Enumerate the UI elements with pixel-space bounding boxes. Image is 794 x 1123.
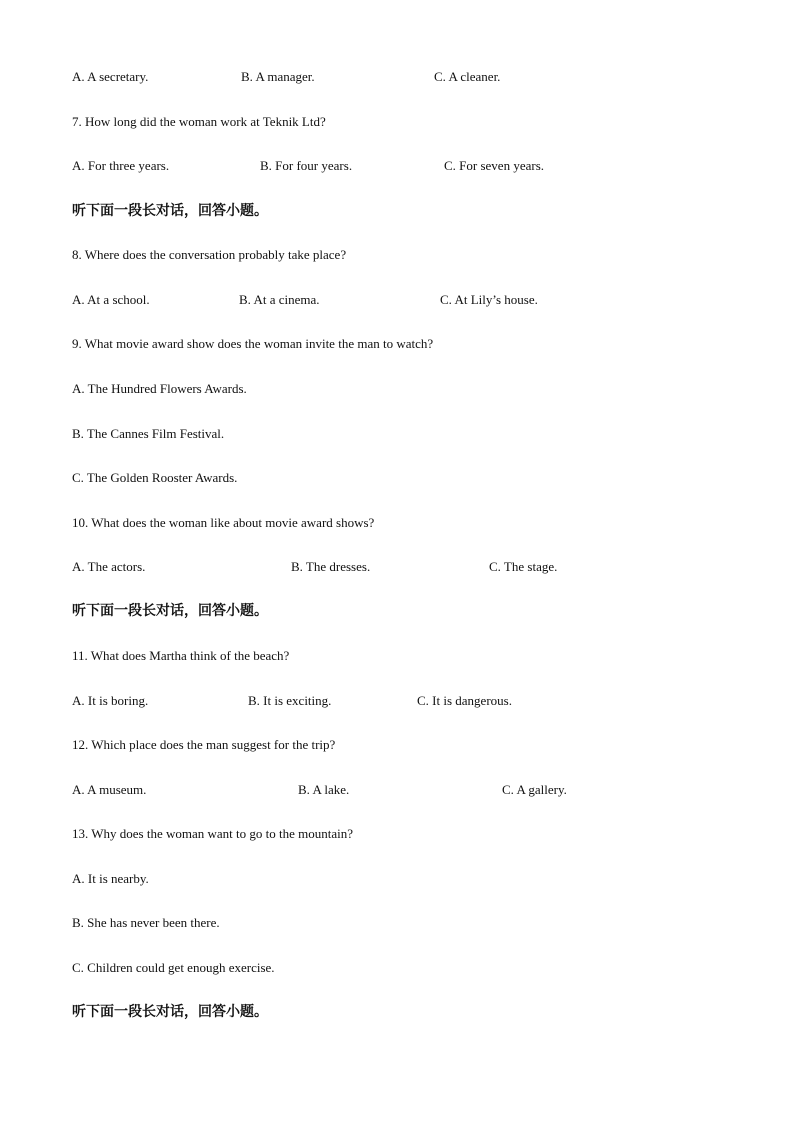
q11-option-b: B. It is exciting. bbox=[248, 693, 332, 708]
q8-option-b: B. At a cinema. bbox=[239, 292, 320, 307]
q6-option-c: C. A cleaner. bbox=[434, 69, 501, 84]
q9-question: 9. What movie award show does the woman invite the man to watch? bbox=[72, 336, 434, 351]
q9-option-a: A. The Hundred Flowers Awards. bbox=[72, 381, 247, 396]
q12-option-a: A. A museum. bbox=[72, 782, 147, 797]
q7-option-a: A. For three years. bbox=[72, 158, 170, 173]
q6-option-b: B. A manager. bbox=[241, 69, 315, 84]
section-heading: 听下面一段长对话，回答小题。 bbox=[72, 1004, 268, 1020]
section-heading: 听下面一段长对话，回答小题。 bbox=[72, 603, 268, 619]
q11-option-a: A. It is boring. bbox=[72, 693, 149, 708]
q12-question: 12. Which place does the man suggest for the trip? bbox=[72, 737, 336, 752]
section-heading: 听下面一段长对话，回答小题。 bbox=[72, 203, 268, 219]
q9-option-c: C. The Golden Rooster Awards. bbox=[72, 470, 238, 485]
q7-option-b: B. For four years. bbox=[260, 158, 353, 173]
q8-option-a: A. At a school. bbox=[72, 292, 150, 307]
q8-option-c: C. At Lily’s house. bbox=[440, 292, 538, 307]
q6-option-a: A. A secretary. bbox=[72, 69, 149, 84]
q10-option-c: C. The stage. bbox=[489, 559, 558, 574]
q13-option-a: A. It is nearby. bbox=[72, 871, 149, 886]
q12-option-b: B. A lake. bbox=[298, 782, 350, 797]
q11-option-c: C. It is dangerous. bbox=[417, 693, 512, 708]
q9-option-b: B. The Cannes Film Festival. bbox=[72, 426, 225, 441]
q10-option-a: A. The actors. bbox=[72, 559, 146, 574]
q11-question: 11. What does Martha think of the beach? bbox=[72, 648, 290, 663]
q10-question: 10. What does the woman like about movie award shows? bbox=[72, 515, 375, 530]
q8-question: 8. Where does the conversation probably take place? bbox=[72, 247, 347, 262]
q7-question: 7. How long did the woman work at Teknik Ltd? bbox=[72, 114, 326, 129]
q7-option-c: C. For seven years. bbox=[444, 158, 545, 173]
q12-option-c: C. A gallery. bbox=[502, 782, 567, 797]
q13-option-b: B. She has never been there. bbox=[72, 915, 220, 930]
q13-option-c: C. Children could get enough exercise. bbox=[72, 960, 275, 975]
q10-option-b: B. The dresses. bbox=[291, 559, 371, 574]
q13-question: 13. Why does the woman want to go to the mountain? bbox=[72, 826, 354, 841]
